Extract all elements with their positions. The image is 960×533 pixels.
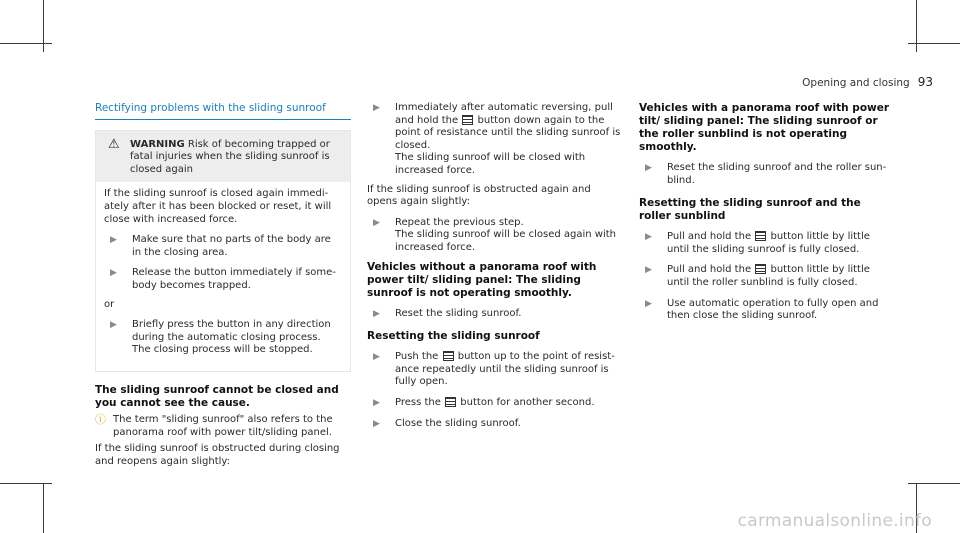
list-item: ▶ Pull and hold the button little by little until the roller sunblind is fully closed. (639, 264, 895, 289)
crop-mark (43, 0, 44, 52)
list-item: ▶ Reset the sliding sunroof and the roller sunblind. (639, 162, 895, 187)
crop-mark (0, 43, 52, 44)
list-item: ▶ Repeat the previous step. The sliding sunroof will be closed again with increased force. (367, 217, 623, 255)
subheading: Resetting the sliding sunroof and the roller sunblind (639, 197, 861, 223)
crop-mark (43, 483, 44, 533)
window-switch-icon (755, 231, 766, 241)
warning-body (96, 182, 350, 371)
warning-text: Risk of becoming trapped or fatal injuries when the sliding sunroof is closed again (130, 138, 330, 175)
column-left (95, 102, 351, 474)
page-header (802, 75, 933, 89)
or-text: or (104, 298, 115, 310)
arrow-icon: ▶ (110, 268, 117, 279)
subheading: Vehicles without a panorama roof with power tilt/ sliding panel: The sliding sunroof is not operating smoothly. (367, 260, 597, 299)
subheading: Vehicles with a panorama roof with power tilt/ sliding panel: The sliding sunroof or the roller sunblind is not operating smoothly. (639, 102, 890, 153)
crop-mark (0, 483, 52, 484)
list-item: ▶ Press the button for another second. (367, 397, 623, 410)
list-item: ▶ Push the button up to the point of resistance repeatedly until the sliding sunroof is fully open. (367, 351, 623, 389)
arrow-icon: ▶ (645, 265, 652, 276)
note: ⓘ The term "sliding sunroof" also refers to the panorama roof with power tilt/sliding panel. (95, 412, 333, 438)
warning-header (96, 131, 350, 183)
column-right (639, 102, 895, 329)
window-switch-icon (462, 115, 473, 125)
arrow-icon: ▶ (645, 232, 652, 243)
arrow-icon: ▶ (373, 418, 380, 429)
section-heading: Rectifying problems with the sliding sunroof (95, 102, 351, 120)
arrow-icon: ▶ (110, 235, 117, 246)
page-number: 93 (917, 75, 933, 89)
list-item: ▶ Briefly press the button in any direction during the automatic closing process. The closing process will be stopped. (104, 319, 342, 357)
list-item: ▶ Release the button immediately if somebody becomes trapped. (104, 267, 342, 292)
list-item: ▶ Pull and hold the button little by little until the sliding sunroof is fully closed. (639, 231, 895, 256)
column-middle (367, 102, 623, 436)
subheading: The sliding sunroof cannot be closed and you cannot see the cause. (95, 383, 339, 409)
arrow-icon: ▶ (373, 352, 380, 363)
arrow-icon: ▶ (373, 217, 380, 228)
list-item: ▶ Reset the sliding sunroof. (367, 308, 623, 321)
arrow-icon: ▶ (373, 308, 380, 319)
crop-mark (916, 0, 917, 52)
section-title: Opening and closing (802, 77, 910, 89)
window-switch-icon (445, 397, 456, 407)
list-item: ▶ Immediately after automatic reversing, pull and hold the button down again to the point of resistance until the sliding sunroof is closed. The sliding sunroof will be closed with increased force. (367, 102, 623, 178)
arrow-icon: ▶ (373, 397, 380, 408)
warning-label: WARNING (130, 138, 185, 150)
arrow-icon: ▶ (645, 163, 652, 173)
window-switch-icon (443, 351, 454, 361)
info-icon: ⓘ (95, 412, 106, 426)
warning-paragraph: If the sliding sunroof is closed again immediately after it has been blocked or reset, it will close with increased force. (104, 188, 332, 225)
warning-box (95, 130, 351, 372)
watermark: carmanualsonline.info (737, 511, 932, 531)
paragraph: If the sliding sunroof is obstructed again and opens again slightly: (367, 183, 591, 208)
arrow-icon: ▶ (373, 103, 380, 113)
list-item: ▶ Close the sliding sunroof. (367, 418, 623, 431)
warning-triangle-icon: ⚠ (108, 136, 120, 152)
paragraph: If the sliding sunroof is obstructed during closing and reopens again slightly: (95, 443, 340, 467)
arrow-icon: ▶ (110, 320, 117, 331)
arrow-icon: ▶ (645, 298, 652, 309)
list-item: ▶ Use automatic operation to fully open and then close the sliding sunroof. (639, 298, 895, 323)
subheading: Resetting the sliding sunroof (367, 330, 540, 343)
window-switch-icon (755, 264, 766, 274)
list-item: ▶ Make sure that no parts of the body are in the closing area. (104, 234, 342, 259)
